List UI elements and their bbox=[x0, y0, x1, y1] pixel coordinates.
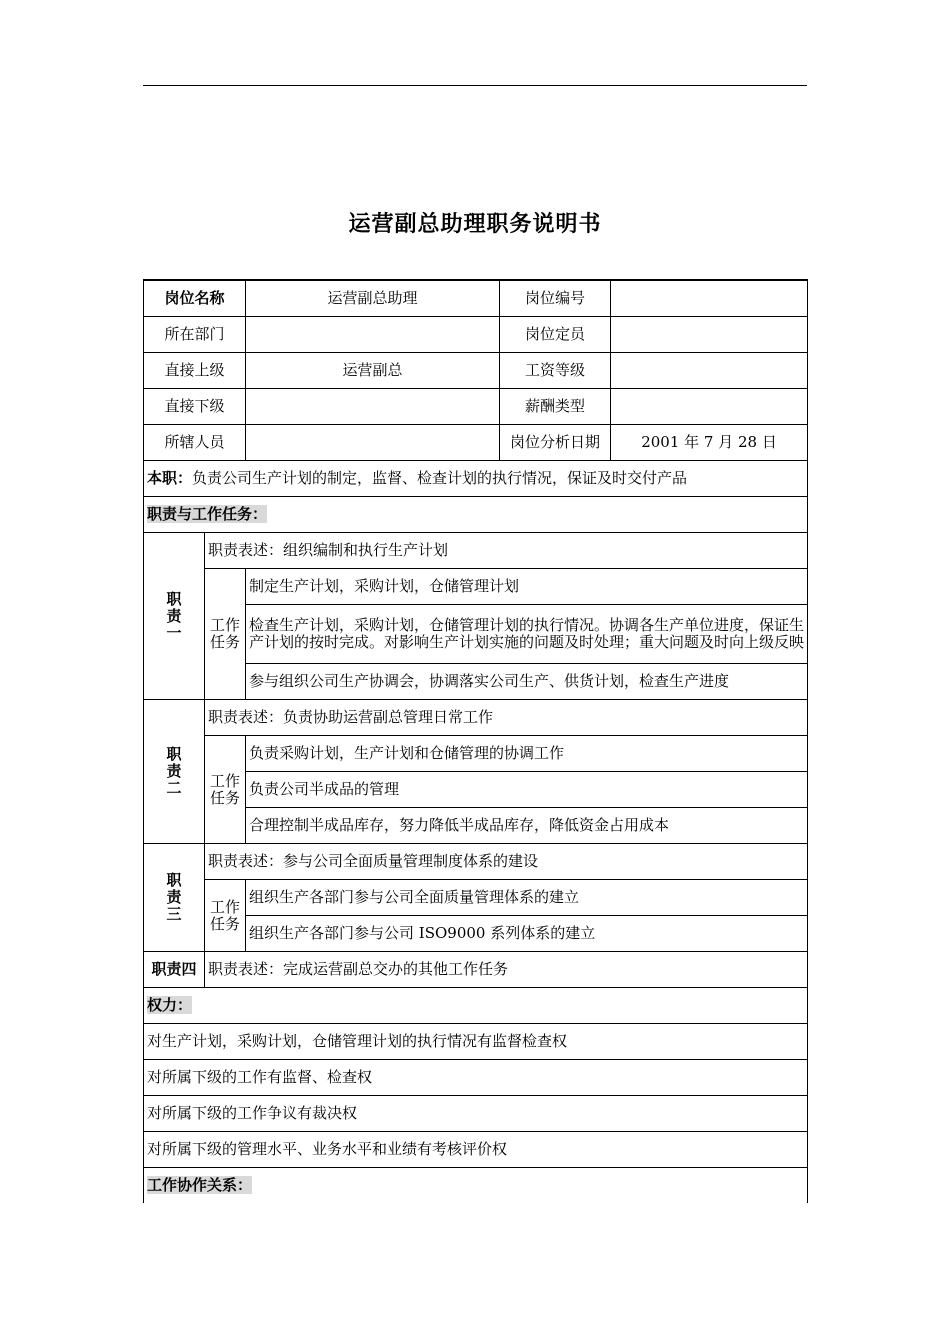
work-task-label bbox=[205, 880, 246, 952]
info-value bbox=[246, 425, 500, 461]
resp2-label bbox=[144, 700, 205, 844]
info-row bbox=[144, 280, 808, 317]
resp4-row bbox=[144, 952, 808, 988]
resp-header-cell bbox=[144, 497, 808, 533]
info-label: 岗位分析日期 bbox=[500, 425, 611, 461]
task-item: 制定生产计划，采购计划，仓储管理计划 bbox=[246, 569, 808, 605]
info-label: 直接上级 bbox=[144, 353, 246, 389]
task-item: 合理控制半成品库存，努力降低半成品库存，降低资金占用成本 bbox=[246, 808, 808, 844]
info-label: 所辖人员 bbox=[144, 425, 246, 461]
resp-header: 职责与工作任务： bbox=[147, 505, 268, 523]
power-item: 对所属下级的工作争议有裁决权 bbox=[144, 1096, 808, 1132]
job-description-table bbox=[143, 279, 808, 1203]
resp2-desc: 职责表述：负责协助运营副总管理日常工作 bbox=[205, 700, 808, 736]
info-value bbox=[611, 280, 808, 317]
task-item: 参与组织公司生产协调会，协调落实公司生产、供货计划，检查生产进度 bbox=[246, 664, 808, 700]
work-task-label-text: 工作任务 bbox=[209, 771, 240, 807]
power-header-cell bbox=[144, 988, 808, 1024]
info-label: 所在部门 bbox=[144, 317, 246, 353]
info-row bbox=[144, 353, 808, 389]
resp4-desc: 职责表述：完成运营副总交办的其他工作任务 bbox=[205, 952, 808, 988]
power-row bbox=[144, 1024, 808, 1060]
section-header-row bbox=[144, 988, 808, 1024]
task-item: 负责公司半成品的管理 bbox=[246, 772, 808, 808]
power-item: 对生产计划，采购计划，仓储管理计划的执行情况有监督检查权 bbox=[144, 1024, 808, 1060]
resp2-label-text: 职责二 bbox=[166, 745, 182, 797]
resp1-desc: 职责表述：组织编制和执行生产计划 bbox=[205, 533, 808, 569]
duty-text: 负责公司生产计划的制定，监督、检查计划的执行情况，保证及时交付产品 bbox=[192, 469, 688, 487]
info-value bbox=[246, 389, 500, 425]
info-label: 薪酬类型 bbox=[500, 389, 611, 425]
resp3-label bbox=[144, 844, 205, 952]
section-header-row bbox=[144, 1168, 808, 1204]
duty-label: 本职： bbox=[147, 469, 193, 487]
duty-row bbox=[144, 461, 808, 497]
coop-header: 工作协作关系： bbox=[147, 1176, 253, 1194]
info-value bbox=[611, 389, 808, 425]
resp4-label: 职责四 bbox=[144, 952, 205, 988]
work-task-label bbox=[205, 569, 246, 700]
task-row bbox=[144, 569, 808, 605]
info-value bbox=[611, 353, 808, 389]
info-label: 直接下级 bbox=[144, 389, 246, 425]
info-value: 2001 年 7 月 28 日 bbox=[611, 425, 808, 461]
resp3-desc: 职责表述：参与公司全面质量管理制度体系的建设 bbox=[205, 844, 808, 880]
power-item: 对所属下级的管理水平、业务水平和业绩有考核评价权 bbox=[144, 1132, 808, 1168]
power-header: 权力： bbox=[147, 996, 193, 1014]
resp1-label bbox=[144, 533, 205, 700]
info-label: 岗位编号 bbox=[500, 280, 611, 317]
task-item: 组织生产各部门参与公司全面质量管理体系的建立 bbox=[246, 880, 808, 916]
duty-cell bbox=[144, 461, 808, 497]
resp1-desc-row bbox=[144, 533, 808, 569]
info-value bbox=[611, 317, 808, 353]
task-row bbox=[144, 736, 808, 772]
info-row bbox=[144, 317, 808, 353]
info-label: 岗位名称 bbox=[144, 280, 246, 317]
header-rule bbox=[143, 85, 807, 86]
info-value: 运营副总助理 bbox=[246, 280, 500, 317]
task-item: 组织生产各部门参与公司 ISO9000 系列体系的建立 bbox=[246, 916, 808, 952]
task-item: 负责采购计划，生产计划和仓储管理的协调工作 bbox=[246, 736, 808, 772]
page-title: 运营副总助理职务说明书 bbox=[348, 212, 602, 237]
power-item: 对所属下级的工作有监督、检查权 bbox=[144, 1060, 808, 1096]
section-header-row bbox=[144, 497, 808, 533]
info-label: 岗位定员 bbox=[500, 317, 611, 353]
work-task-label-text: 工作任务 bbox=[209, 897, 240, 933]
resp3-label-text: 职责三 bbox=[166, 871, 182, 923]
task-row bbox=[144, 880, 808, 916]
work-task-label bbox=[205, 736, 246, 844]
power-row bbox=[144, 1096, 808, 1132]
work-task-label-text: 工作任务 bbox=[209, 616, 240, 651]
info-value bbox=[246, 317, 500, 353]
power-row bbox=[144, 1060, 808, 1096]
info-label: 工资等级 bbox=[500, 353, 611, 389]
resp2-desc-row bbox=[144, 700, 808, 736]
coop-header-cell bbox=[144, 1168, 808, 1204]
resp3-desc-row bbox=[144, 844, 808, 880]
info-value: 运营副总 bbox=[246, 353, 500, 389]
resp1-label-text: 职责一 bbox=[166, 589, 182, 642]
power-row bbox=[144, 1132, 808, 1168]
info-row bbox=[144, 425, 808, 461]
task-item: 检查生产计划，采购计划，仓储管理计划的执行情况。协调各生产单位进度，保证生产计划的按时完成。对影响生产计划实施的问题及时处理；重大问题及时向上级反映 bbox=[246, 605, 808, 664]
info-row bbox=[144, 389, 808, 425]
